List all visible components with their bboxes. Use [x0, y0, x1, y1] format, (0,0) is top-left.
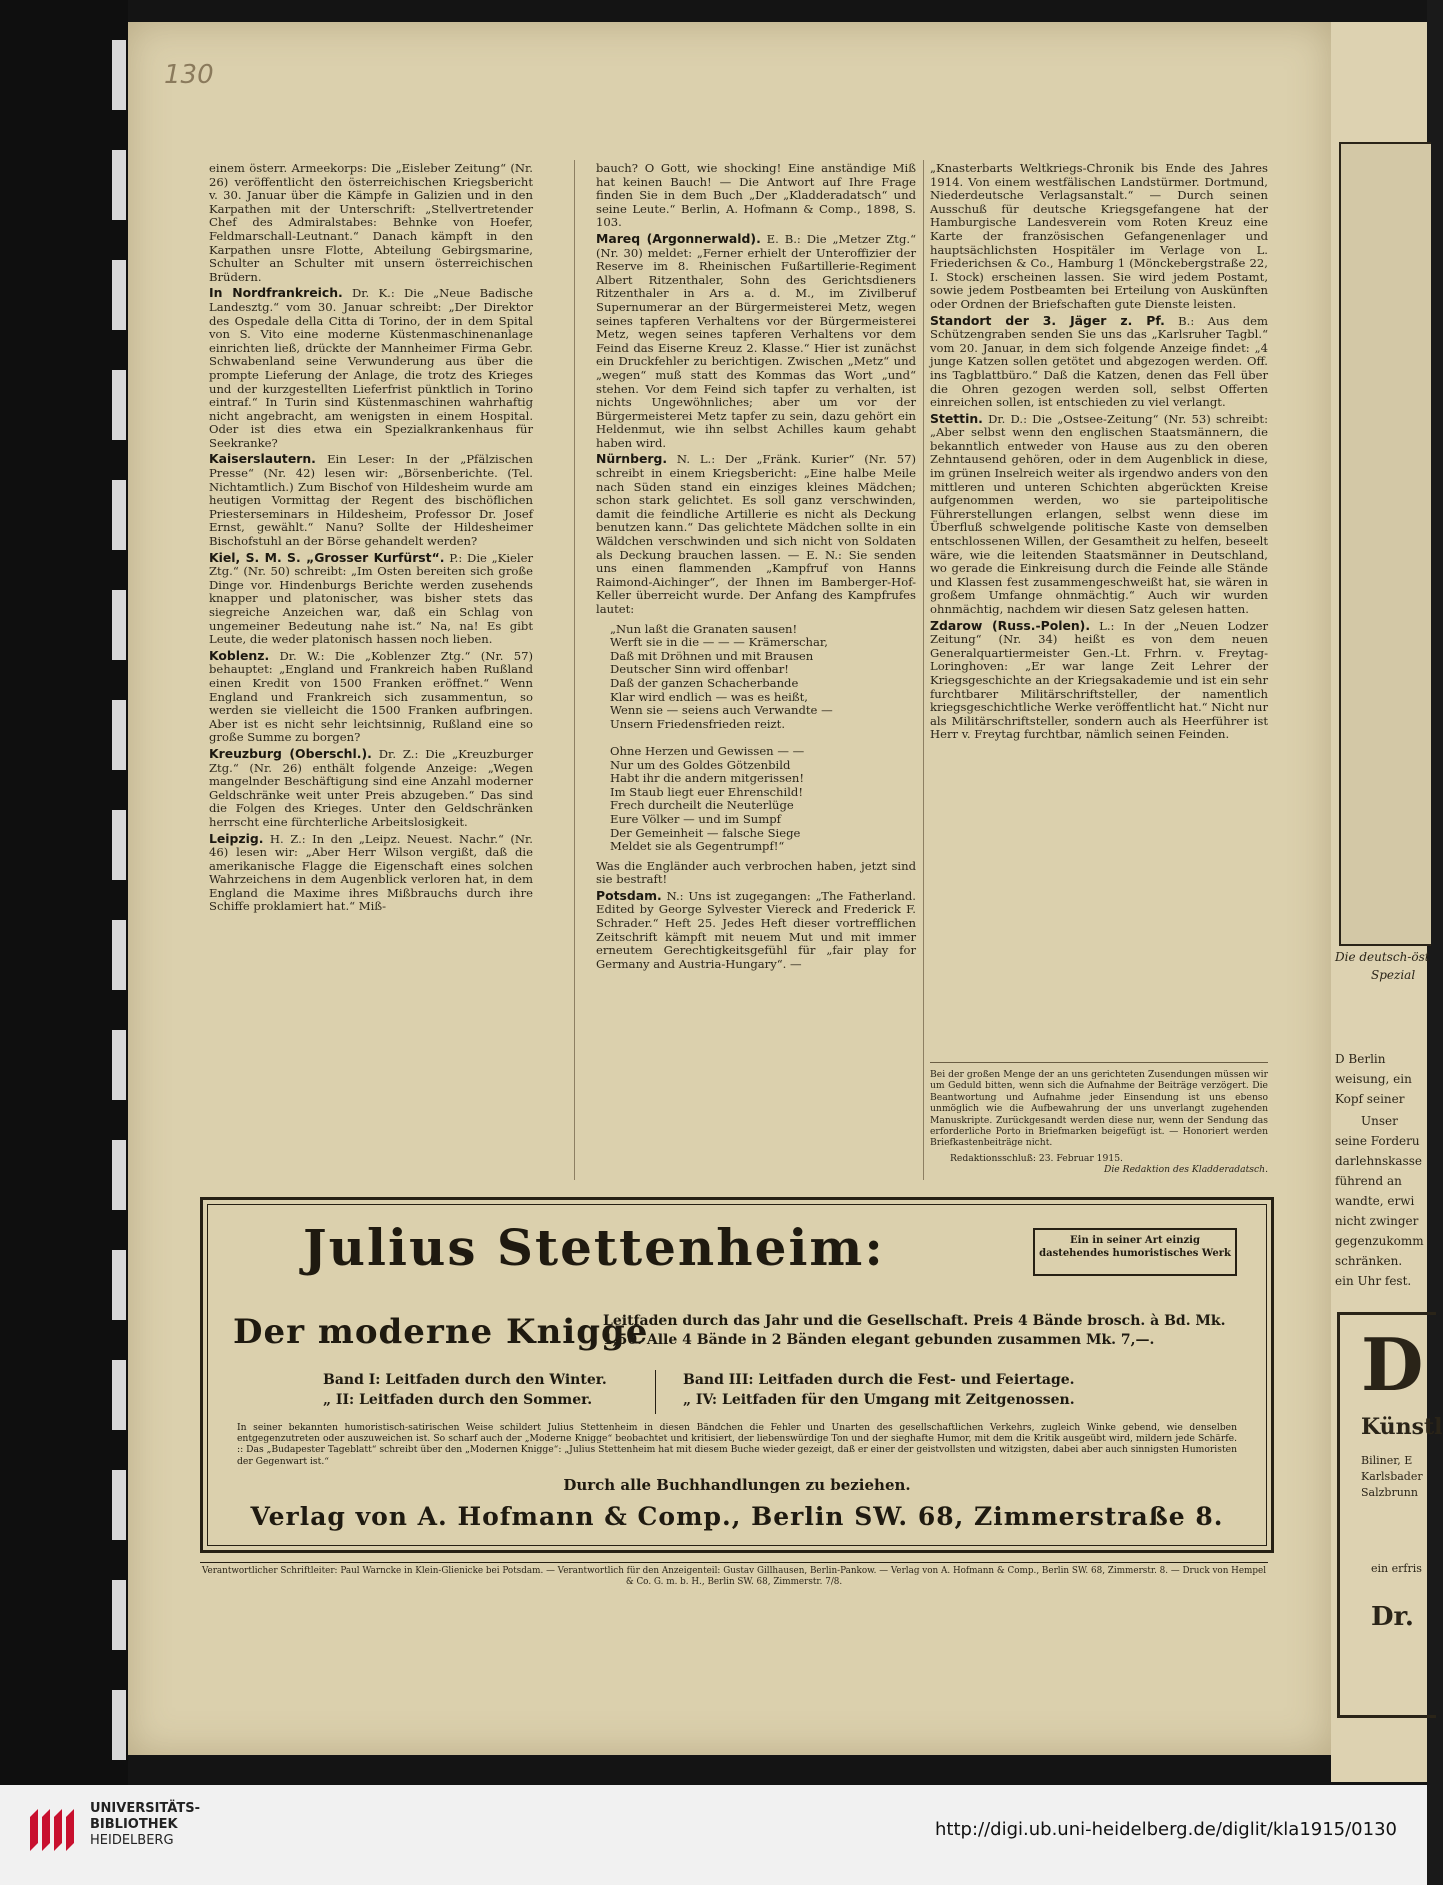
letter-reply — [930, 619, 1268, 742]
sliver-ad-line: ein erfris — [1371, 1562, 1422, 1575]
reply-text: bauch? O Gott, wie shocking! Eine anständige Miß hat keinen Bauch! — Die Antwort auf Ihre Frage finden Sie in dem Buch „Der „Kladderadatsch“ und seine Leute.“ Berlin, A. Hofmann & Comp., 1898, S. 103. — [596, 161, 916, 230]
ad-volume: Band I: Leitfaden durch den Winter. — [323, 1372, 607, 1388]
notice-closing: Redaktionsschluß: 23. Februar 1915. — [950, 1152, 1123, 1164]
paragraph — [209, 162, 533, 284]
poem-line: Der Gemeinheit — falsche Siege — [610, 825, 801, 840]
letter-reply — [596, 889, 916, 972]
poem-line: Unsern Friedensfrieden reizt. — [610, 716, 785, 731]
reply-text: Dr. W.: Die „Koblenzer Ztg.“ (Nr. 57) behauptet: „England und Frankreich haben Rußland einen Kredit von 1500 Franken eröffnet.“ Wenn England und Frankreich sich zusammentun, so werden sie vielleicht die 1500 Franken aufbringen. Aber ist es nicht sehr leichtsinnig, Rußland eine so große Summe zu borgen? — [209, 648, 533, 745]
reply-heading: Kaiserslautern. — [209, 451, 316, 467]
book-advertisement — [200, 1197, 1274, 1553]
poem-line — [610, 731, 916, 745]
sliver-ad-line: Dr. — [1371, 1602, 1414, 1632]
ad-description: Leitfaden durch das Jahr und die Gesellschaft. Preis 4 Bände brosch. à Bd. Mk. 1,50. Alle 4 Bände in 2 Bänden elegant gebunden zusammen Mk. 7,—. — [603, 1313, 1226, 1348]
ad-volume: „ II: Leitfaden durch den Sommer. — [323, 1392, 593, 1408]
reply-heading: Mareq (Argonnerwald). — [596, 230, 761, 246]
column-rule — [574, 160, 575, 1180]
sliver-ad-line: Biliner, E — [1361, 1454, 1413, 1467]
scan-ruler — [0, 0, 128, 1785]
ad-publisher: Verlag von A. Hofmann & Comp., Berlin SW. 68, Zimmerstraße 8. — [250, 1502, 1224, 1531]
reply-heading: Koblenz. — [209, 647, 270, 663]
editorial-notice — [930, 1062, 1268, 1176]
ad-subtitle: Der moderne Knigge — [233, 1312, 649, 1352]
sliver-line: wandte, erwi — [1335, 1194, 1415, 1208]
ad-dealers: Durch alle Buchhandlungen zu beziehen. — [563, 1476, 911, 1494]
reply-text: N. L.: Der „Fränk. Kurier“ (Nr. 57) schreibt in einem Kriegsbericht: „Eine halbe Meile nach Süden stand ein einziges kleines Mädchen; schon stark gelichtet. Es soll ganz verschwinden, damit die feindliche Artillerie es nicht als Deckung benutzen kann.“ Das gelichtete Mädchen sollte in ein Wäldchen verschwinden und sich nicht von Soldaten als Deckung brauchen lassen. — E. N.: Sie senden uns einen flammenden „Kampfruf von Hanns Raimond-Aichinger“, der Ihnen im Bamberger-Hof-Keller überreicht wurde. Der Anfang des Kampfrufes lautet: — [596, 452, 916, 616]
poem-line: Frech durcheilt die Neuterlüge — [610, 798, 794, 813]
digitization-footer — [0, 1785, 1427, 1885]
paragraph — [596, 860, 916, 887]
adjacent-page-sliver — [1331, 22, 1443, 1782]
reply-heading: Zdarow (Russ.-Polen). — [930, 617, 1091, 633]
poem — [596, 623, 916, 854]
reply-text: „Knasterbarts Weltkriegs-Chronik bis Ende des Jahres 1914. Von einem westfälischen Landstürmer. Dortmund, Niederdeutsche Verlagsanstalt.“ — Durch seinen Ausschuß für deutsche Kriegsgefangene hat der Hamburgische Landesverein vom Roten Kreuz eine Karte der französischen Gefangenenlager und hauptsächlichsten Hospitäler im Verlage von L. Friederichsen & Co., Hamburg 1 (Mönckebergstraße 22, I. Stock) erscheinen lassen. Sie wird jedem Postamt, sowie jedem Postbeamten bei Erteilung von Auskünften oder Ordnen der Briefschaften gute Dienste leisten. — [930, 161, 1268, 311]
poem-line: Ohne Herzen und Gewissen — — — [610, 743, 805, 758]
reply-text: Dr. K.: Die „Neue Badische Landesztg.“ vom 30. Januar schreibt: „Der Direktor des Ospedale della Citta di Torino, der in dem Spital von S. Vito eine moderne Küstenmaschinenanlage einrichten ließ, drückte der Mannheimer Firma Gebr. Schwabenland seine Verwunderung aus über die prompte Lieferung der Anlage, die trotz des Krieges und der kurzgestellten Lieferfrist pünktlich in Torino eintraf.“ In Turin sind Küstenmaschinen wahrhaftig nicht angebracht, am wenigsten in einem Hospital. Oder ist dies etwa ein Spezialkrankenhaus für Seekranke? — [209, 286, 533, 450]
sliver-ad-line: Karlsbader — [1361, 1470, 1423, 1483]
sliver-line: gegenzukomm — [1335, 1234, 1424, 1248]
column-rule — [923, 160, 924, 1180]
reply-text: Was die Engländer auch verbrochen haben, jetzt sind sie bestraft! — [596, 858, 916, 887]
sliver-ad-word: Künstl — [1361, 1414, 1443, 1440]
reply-heading: In Nordfrankreich. — [209, 285, 343, 301]
sliver-line: ein Uhr fest. — [1335, 1274, 1412, 1288]
poem-line: Habt ihr die andern mitgerissen! — [610, 771, 805, 786]
letter-reply — [596, 452, 916, 616]
sliver-line: Kopf seiner — [1335, 1092, 1405, 1106]
poem-line: Daß mit Dröhnen und mit Brausen — [610, 648, 814, 663]
permalink-url[interactable]: http://digi.ub.uni-heidelberg.de/diglit/kla1915/0130 — [935, 1819, 1397, 1840]
reply-text: P.: Die „Kieler Ztg.“ (Nr. 50) schreibt: „Im Osten bereiten sich große Dinge vor. Hindenburgs Berichte werden zusehends knapper und platonischer, was bisher stets das siegreiche Anzeichen war, daß ein Schlag von ungemeiner Bedeutung nahe ist.“ Na, na! Es gibt Leute, die weder platonisch hassen noch lieben. — [209, 550, 533, 647]
sliver-caption: Spezial — [1371, 968, 1416, 982]
reply-heading: Potsdam. — [596, 887, 662, 903]
reply-text: Dr. D.: Die „Ostsee-Zeitung“ (Nr. 53) schreibt: „Aber selbst wenn den englischen Staatsmännern, die bekanntlich entweder von Hause aus zu den oberen Zehntausend gehören, oder in dem Augenblick in diese, im grünen Inselreich weiter als irgendwo anders von den mittleren und unteren Schichten abgerückten Kreise aufgenommen werden, wo sie parteipolitische Führerstellungen erlangen, selbst wenn diese im Überfluß schwelgende politische Kaste von demselben entschlossenen Willen, der Gesamtheit zu helfen, beseelt wäre, wie die leitenden Staatsmänner in Deutschland, wo gerade die Einkreisung durch die Feinde alle Stände und Klassen fest zusammengeschweißt hat, sie wären in großem Umfange ohnmächtig.“ Auch wir wurden ohnmächtig, nachdem wir diesen Satz gelesen hatten. — [930, 411, 1268, 616]
notice-signature: Die Redaktion des Kladderadatsch. — [1104, 1164, 1268, 1176]
imprint: Verantwortlicher Schriftleiter: Paul Warncke in Klein-Glienicke bei Potsdam. — Verantwortlich für den Anzeigenteil: Gustav Gillhausen, Berlin-Pankow. — Verlag von A. Hofmann & Comp., Berlin SW. 68, Zimmerstr. 8. — Druck von Hempel & Co. G. m. b. H., Berlin SW. 68, Zimmerstr. 7/8. — [200, 1562, 1268, 1588]
poem-line: Meldet sie als Gegentrumpf!“ — [610, 839, 785, 854]
sliver-line: seine Forderu — [1335, 1134, 1420, 1148]
sliver-line: weisung, ein — [1335, 1072, 1412, 1086]
reply-text: Ein Leser: In der „Pfälzischen Presse“ (Nr. 42) lesen wir: „Börsenberichte. (Tel. Nichtamtlich.) Zum Bischof von Hildesheim wurde am heutigen Vormittag der Regent des bischöflichen Priesterseminars in Hildesheim, Professor Dr. Josef Ernst, gewählt.“ Nanu? Sollte der Hildesheimer Bischofstuhl an der Börse gehandelt werden? — [209, 452, 533, 549]
ad-blurb: In seiner bekannten humoristisch-satirischen Weise schildert Julius Stettenheim in diesen Bändchen die Fehler und Unarten des gesellschaftlichen Verkehrs, zugleich Winke gebend, wie denselben entgegenzutreten oder auszuweichen ist. So scharf auch der „Moderne Knigge“ beobachtet und kritisiert, der liebenswürdige Ton und der sieghafte Humor, mit dem die Kritik ausgeübt wird, mildern jede Schärfe. :: Das „Budapester Tageblatt“ schreibt über den „Modernen Knigge“: „Julius Stettenheim hat mit diesem Buche wieder gezeigt, daß er einer der geistvollsten und witzigsten, dabei aber auch sinnigsten Humoristen der Gegenwart ist.“ — [237, 1422, 1237, 1467]
poem-line: Klar wird endlich — was es heißt, — [610, 689, 808, 704]
letter-reply — [209, 649, 533, 745]
reply-text: E. B.: Die „Metzer Ztg.“ (Nr. 30) meldet: „Ferner erhielt der Unteroffizier der Reserve im 8. Rheinischen Fußartillerie-Regiment Albert Ritzenthaler, Sohn des Gerichtsdieners Ritzenthaler in Ars a. d. M., im Zivilberuf Supernumerar an der Bürgermeisterei Metz, wegen seines tapferen Verhaltens vor der Bürgermeisterei Metz, wegen seines tapferen Verhaltens vor dem Feind das Eiserne Kreuz 2. Klasse.“ Hier ist zunächst ein Druckfehler zu berichtigen. Zwischen „Metz“ und „wegen“ muß statt des Kommas das Wort „und“ stehen. Vor dem Feind sich tapfer zu verhalten, ist nichts Ungewöhnliches; aber um vor der Bürgermeisterei Metz tapfer zu sein, dazu gehört ein Heldenmut, wie ihn selbst Achilles kaum gehabt haben wird. — [596, 231, 916, 450]
letter-reply — [209, 747, 533, 830]
sliver-line: D Berlin — [1335, 1052, 1386, 1066]
poem-line: „Nun laßt die Granaten sausen! — [610, 621, 798, 636]
reply-text: L.: In der „Neuen Lodzer Zeitung“ (Nr. 34) heißt es von dem neuen Generalquartiermeister Gen.-Lt. Frhrn. v. Freytag-Loringhoven: „Er war lange Zeit Lehrer der Kriegsgeschichte an der Kriegsakademie und ist ein sehr furchtbarer Militärschriftsteller, der namentlich kriegsgeschichtliche Werke veröffentlicht hat.“ Nicht nur als Militärschriftsteller, sondern auch als Heerführer ist Herr v. Freytag furchtbar, nämlich seinen Feinden. — [930, 618, 1268, 742]
sliver-line: Unser — [1361, 1114, 1398, 1128]
poem-line: Im Staub liegt euer Ehrenschild! — [610, 784, 804, 799]
poem-line: Eure Völker — und im Sumpf — [610, 811, 781, 826]
library-name — [90, 1801, 200, 1849]
paragraph — [930, 162, 1268, 312]
sliver-line: nicht zwinger — [1335, 1214, 1419, 1228]
reply-text: einem österr. Armeekorps: Die „Eisleber Zeitung“ (Nr. 26) veröffentlicht den österreichischen Kriegsbericht v. 30. Januar über die Kämpfe in Galizien und in den Karpathen mit der Unterschrift: „Stellvertretender Chef des Admiralstabes: Behnke von Hoefer, Feldmarschall-Leutnant.“ Danach kämpft in den Karpathen unsre Flotte, Abteilung Gebirgsmarine, Schulter an Schulter mit unsern österreichischen Brüdern. — [209, 161, 533, 284]
letter-reply — [209, 452, 533, 548]
sliver-line: führend an — [1335, 1174, 1402, 1188]
sliver-caption: Die deutsch-öst — [1335, 950, 1430, 964]
ad-volume-divider — [655, 1370, 656, 1414]
reply-heading: Leipzig. — [209, 830, 264, 846]
reply-heading: Kreuzburg (Oberschl.). — [209, 745, 372, 761]
ad-volume: Band III: Leitfaden durch die Fest- und Feiertage. — [683, 1372, 1075, 1388]
poem-line: Daß der ganzen Schacherbande — [610, 675, 799, 690]
letter-reply — [209, 832, 533, 915]
ad-volume: „ IV: Leitfaden für den Umgang mit Zeitgenossen. — [683, 1392, 1075, 1408]
sliver-line: darlehnskasse — [1335, 1154, 1422, 1168]
column-3 — [930, 162, 1268, 744]
library-logo-icon — [26, 1803, 78, 1855]
poem-line: Wenn sie — seiens auch Verwandte — — [610, 703, 833, 718]
letter-reply — [209, 286, 533, 450]
reply-text: Dr. Z.: Die „Kreuzburger Ztg.“ (Nr. 26) enthält folgende Anzeige: „Wegen mangelnder Beschäftigung sind eine Anzahl moderner Geldschränke weit unter Preis abzugeben.“ Das sind die Folgen des Krieges. Unter den Geldschränken herrscht eine fürchterliche Arbeitslosigkeit. — [209, 746, 534, 829]
reply-text: N.: Uns ist zugegangen: „The Fatherland. Edited by George Sylvester Viereck and Frederick F. Schrader.“ Heft 25. Jedes Heft dieser vortrefflichen Zeitschrift kämpft mit neuem Mut und mit immer erneutem Gerechtigkeitsgefühl für „fair play for Germany and Austria-Hungary“. — — [596, 888, 916, 971]
sliver-line: schränken. — [1335, 1254, 1403, 1268]
sliver-ad-line: Salzbrunn — [1361, 1486, 1418, 1499]
column-2 — [596, 162, 916, 973]
sliver-ad-letter: D — [1361, 1322, 1424, 1407]
library-name-line: BIBLIOTHEK — [90, 1817, 178, 1832]
reply-heading: Stettin. — [930, 410, 983, 426]
reply-heading: Kiel, S. M. S. „Grosser Kurfürst“. — [209, 549, 445, 565]
adjacent-illustration — [1339, 142, 1431, 946]
poem-line: Deutscher Sinn wird offenbar! — [610, 662, 789, 677]
page-number: 130 — [164, 60, 214, 90]
letter-reply — [930, 412, 1268, 617]
ad-boxed-note: Ein in seiner Art einzig dastehendes humoristisches Werk — [1033, 1228, 1237, 1276]
reply-heading: Standort der 3. Jäger z. Pf. — [930, 312, 1165, 328]
reply-text: B.: Aus dem Schützengraben senden Sie uns das „Karlsruher Tagbl.“ vom 20. Januar, in dem sich folgende Anzeige findet: „4 junge Katzen sollen getötet und abgezogen werden. Off. ins Tagblattbüro.“ Daß die Katzen, denen das Fell über die Ohren gezogen werden soll, selbst Offerten einreichen sollen, ist entschieden zu viel verlangt. — [930, 313, 1268, 410]
letter-reply — [596, 232, 916, 451]
newspaper-page — [128, 22, 1331, 1755]
library-name-line: HEIDELBERG — [90, 1833, 174, 1848]
notice-text: Bei der großen Menge der an uns gerichteten Zusendungen müssen wir um Geduld bitten, wenn sich die Aufnahme der Beiträge verzögert. Die Beantwortung und Aufnahme jeder Einsendung ist uns ebenso unmöglich wie die Aufbewahrung der uns unverlangt zugehenden Manuskripte. Zurückgesandt werden diese nur, wenn der Sendung das erforderliche Porto in Briefmarken beigefügt ist. — Honoriert werden Briefkastenbeiträge nicht. — [930, 1069, 1268, 1149]
poem-line: Nur um des Goldes Götzenbild — [610, 757, 791, 772]
ad-title: Julius Stettenheim: — [303, 1218, 885, 1277]
poem-line: Werft sie in die — — — Krämerschar, — [610, 635, 828, 650]
reply-heading: Nürnberg. — [596, 451, 668, 467]
paragraph — [596, 162, 916, 230]
library-name-line: UNIVERSITÄTS- — [90, 1801, 200, 1816]
column-1 — [209, 162, 533, 916]
letter-reply — [209, 551, 533, 647]
reply-text: H. Z.: In den „Leipz. Neuest. Nachr.“ (Nr. 46) lesen wir: „Aber Herr Wilson vergißt, daß die amerikanische Flagge die Eigenschaft eines solchen Wahrzeichens in dem Augenblick verloren hat, in dem England die Maxime ihres Mißbrauchs durch ihre Schiffe proklamiert hat.“ Miß- — [209, 831, 533, 914]
letter-reply — [930, 314, 1268, 410]
